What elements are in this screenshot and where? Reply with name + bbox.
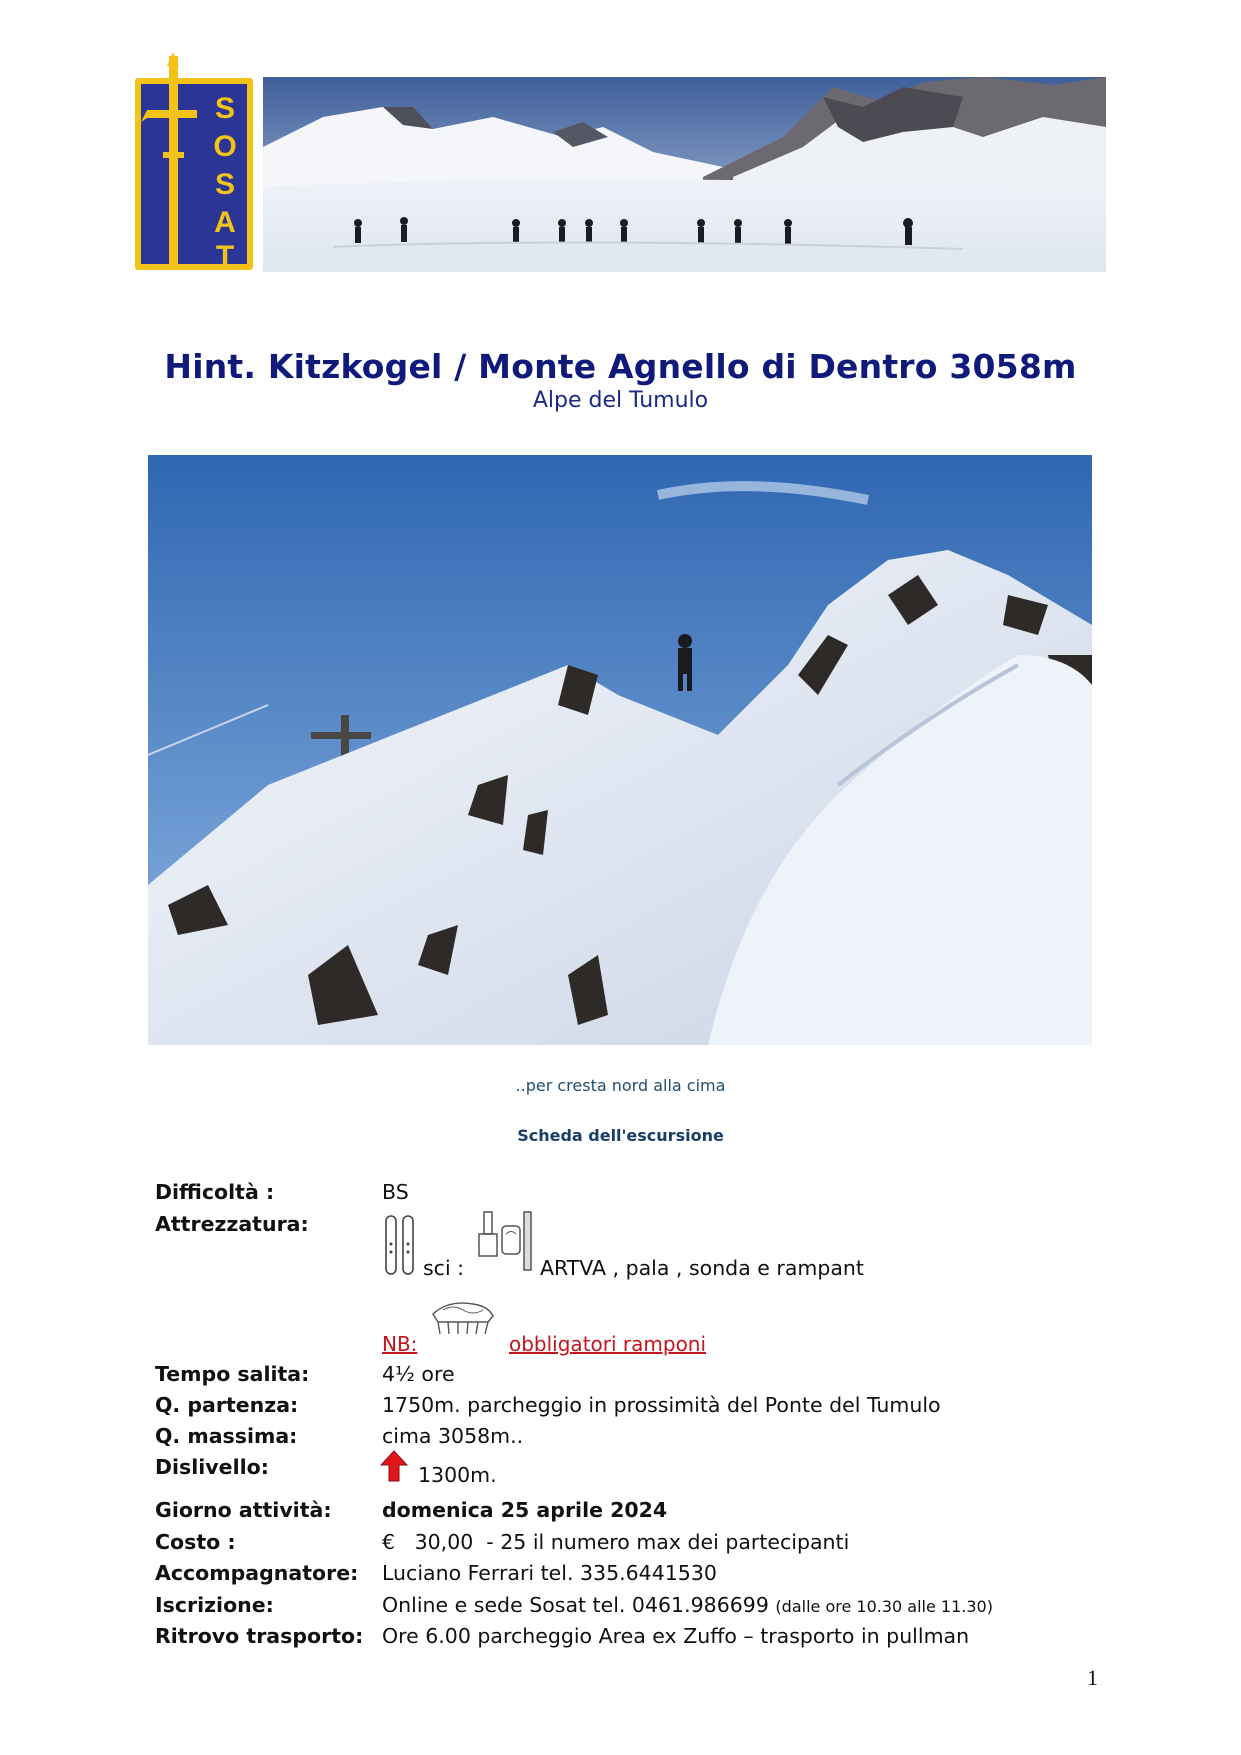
- difficolta-label: Difficoltà :: [155, 1180, 275, 1204]
- difficolta-value: BS: [382, 1180, 409, 1204]
- q-massima-value: cima 3058m..: [382, 1424, 524, 1448]
- accompagnatore-label: Accompagnatore:: [155, 1561, 359, 1585]
- ritrovo-label: Ritrovo trasporto:: [155, 1624, 364, 1648]
- photo-caption: ..per cresta nord alla cima: [515, 1076, 726, 1095]
- attrezzatura-label: Attrezzatura:: [155, 1212, 309, 1236]
- giorno-label: Giorno attività:: [155, 1498, 332, 1522]
- nb-label: NB:: [382, 1332, 418, 1356]
- svg-text:S: S: [214, 92, 236, 125]
- sosat-logo: [133, 52, 255, 272]
- section-heading: Scheda dell'escursione: [517, 1126, 724, 1145]
- q-partenza-label: Q. partenza:: [155, 1393, 299, 1417]
- header-banner-image: [263, 77, 1106, 272]
- page-subtitle: Alpe del Tumulo: [532, 388, 709, 413]
- iscrizione-value: [382, 1593, 993, 1617]
- costo-value: € 30,00 - 25 il numero max dei partecipanti: [382, 1530, 850, 1554]
- iscrizione-text: Online e sede Sosat tel. 0461.986699: [382, 1593, 769, 1617]
- tempo-salita-label: Tempo salita:: [155, 1362, 310, 1386]
- ski-icon: [383, 1214, 417, 1280]
- costo-label: Costo :: [155, 1530, 236, 1554]
- q-massima-label: Q. massima:: [155, 1424, 298, 1448]
- accompagnatore-value: Luciano Ferrari tel. 335.6441530: [382, 1561, 717, 1585]
- svg-text:A: A: [214, 206, 236, 239]
- page-number: 1: [1087, 1665, 1098, 1690]
- tempo-salita-value: 4½ ore: [382, 1362, 455, 1386]
- sci-text: sci :: [423, 1256, 465, 1280]
- q-partenza-value: 1750m. parcheggio in prossimità del Ponte del Tumulo: [382, 1393, 941, 1417]
- dislivello-label: Dislivello:: [155, 1455, 269, 1479]
- giorno-value: domenica 25 aprile 2024: [382, 1498, 668, 1522]
- page-title: Hint. Kitzkogel / Monte Agnello di Dentro 3058m: [164, 347, 1077, 386]
- svg-text:S: S: [214, 168, 236, 201]
- nb-text: obbligatori ramponi: [509, 1332, 707, 1356]
- svg-text:O: O: [213, 130, 237, 163]
- svg-text:T: T: [215, 240, 235, 272]
- up-arrow-icon: [380, 1450, 408, 1486]
- dislivello-value: 1300m.: [418, 1463, 497, 1487]
- iscrizione-label: Iscrizione:: [155, 1593, 274, 1617]
- ritrovo-value: Ore 6.00 parcheggio Area ex Zuffo – trasporto in pullman: [382, 1624, 970, 1648]
- gear-text: ARTVA , pala , sonda e rampant: [540, 1256, 864, 1280]
- crampons-icon: [428, 1296, 498, 1344]
- iscrizione-note: (dalle ore 10.30 alle 11.30): [775, 1597, 993, 1616]
- summit-photo: [148, 455, 1092, 1045]
- avalanche-kit-icon: [476, 1210, 536, 1276]
